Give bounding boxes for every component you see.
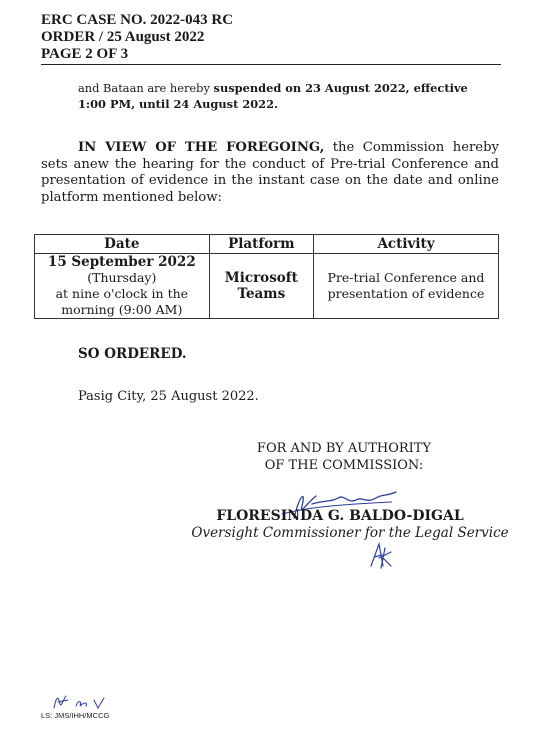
table-header-row: [35, 235, 499, 254]
authority-block: [239, 440, 449, 474]
table-row: [35, 254, 499, 319]
column-header-activity: Activity: [314, 235, 499, 254]
case-number: ERC CASE NO. 2022-043 RC: [41, 12, 234, 28]
paragraph-foregoing: [41, 140, 499, 206]
date-cell: [35, 254, 210, 319]
column-header-date: Date: [35, 235, 210, 254]
order-date: ORDER / 25 August 2022: [41, 29, 205, 45]
hearing-time: at nine o'clock in the morning (9:00 AM): [55, 286, 189, 317]
paragraph-suspension: [78, 80, 498, 112]
suspension-lead-text: and Bataan are hereby: [78, 81, 214, 95]
platform-cell: Microsoft Teams: [209, 254, 313, 319]
place-and-date: Pasig City, 25 August 2022.: [78, 389, 259, 404]
signatory-title: Oversight Commissioner for the Legal Service: [191, 525, 509, 541]
header-rule: [41, 64, 501, 65]
authority-line-2: OF THE COMMISSION:: [264, 458, 424, 473]
foregoing-bold-text: IN VIEW OF THE FOREGOING,: [78, 140, 325, 155]
footer-initials-scribble: [48, 690, 108, 712]
so-ordered: SO ORDERED.: [78, 346, 187, 362]
page-number: PAGE 2 OF 3: [41, 46, 129, 62]
signatory-name: FLORESINDA G. BALDO-DIGAL: [216, 508, 464, 524]
document-header: [41, 12, 501, 63]
hearing-date: 15 September 2022: [47, 254, 196, 270]
footer-reference: LS: JMS/IHH/MCCG: [41, 711, 110, 720]
initials-mark: [365, 540, 395, 570]
hearing-schedule-table: [34, 234, 499, 319]
authority-line-1: FOR AND BY AUTHORITY: [256, 441, 432, 456]
hearing-day: (Thursday): [87, 270, 157, 285]
column-header-platform: Platform: [209, 235, 313, 254]
foregoing-text: the Commission hereby sets anew the hearing for the conduct of Pre-trial Conference and presentation of evidence in the instant case on the date and online platform mentioned below:: [41, 140, 499, 205]
activity-cell: Pre-trial Conference and presentation of evidence: [314, 254, 499, 319]
suspension-bold-text: suspended on 23 August 2022, effective 1:00 PM, until 24 August 2022.: [78, 81, 468, 111]
